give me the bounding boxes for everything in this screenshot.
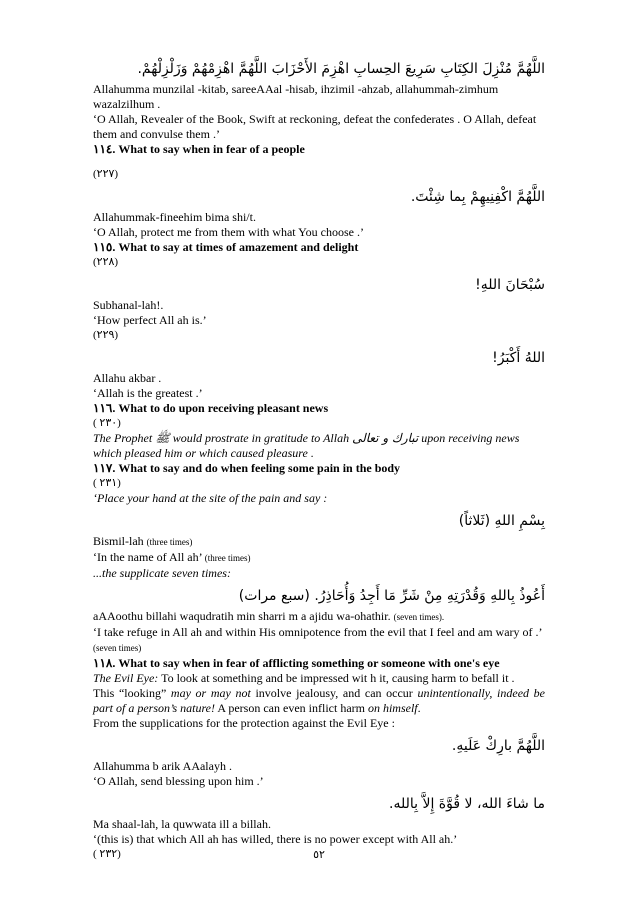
narration-part: upon receiving news which pleased him or which caused pleasure . bbox=[93, 431, 520, 460]
dua-transliteration: Allahu akbar . bbox=[93, 371, 162, 385]
section-heading: ١١٨. What to say when in fear of afflicting something or someone with one's eye bbox=[93, 656, 500, 670]
dua-arabic: اللَّهُمَّ اكْفِنِيهِمْ بِما شِئْتَ. bbox=[410, 189, 545, 205]
reference-number: (٢٢٨) bbox=[93, 256, 119, 268]
document-page bbox=[93, 58, 545, 862]
transliteration-text: aAAoothu billahi waqudratih min sharri m a ajidu wa-ohathir. bbox=[93, 609, 391, 623]
explanation-part: involve jealousy, and can occur bbox=[250, 686, 418, 700]
section-heading: ١١٤. What to say when in fear of a people bbox=[93, 142, 305, 156]
narration-text bbox=[93, 431, 545, 461]
dua-transliteration bbox=[93, 534, 545, 550]
repeat-note: (seven times) bbox=[93, 643, 142, 653]
definition-text bbox=[93, 671, 545, 686]
repeat-note: (three times) bbox=[146, 537, 193, 547]
translation-text: ‘I take refuge in All ah and within His omnipotence from the evil that I feel and am wary of .’ bbox=[93, 625, 542, 639]
arabic-inline: تبارك و تعالى bbox=[352, 431, 419, 445]
dua-translation: ‘O Allah, protect me from them with what You choose .’ bbox=[93, 225, 364, 239]
explanation-text bbox=[93, 686, 545, 716]
explanation-part: on himself bbox=[367, 701, 418, 715]
explanation-part: A person can even inflict harm bbox=[215, 701, 368, 715]
repeat-note: (three times) bbox=[204, 553, 251, 563]
dua-translation: ‘Allah is the greatest .’ bbox=[93, 386, 203, 400]
term-label: The Evil Eye: bbox=[93, 671, 159, 685]
section-heading: ١١٥. What to say at times of amazement and delight bbox=[93, 240, 359, 254]
translation-text: ‘In the name of All ah’ bbox=[93, 550, 202, 564]
dua-arabic: أَعُوذُ بِاللهِ وَقُدْرَتِهِ مِنْ شَرِّ مَا أَجِدُ وَأُحَاذِرُ. (سبع مرات) bbox=[238, 588, 545, 604]
dua-transliteration: Ma shaal-lah, la quwwata ill a billah. bbox=[93, 817, 271, 831]
reference-number: ( ٢٣٠) bbox=[93, 417, 121, 429]
dua-transliteration: Allahumma b arik AAalayh . bbox=[93, 759, 232, 773]
dua-transliteration: Allahummak-fineehim bima shi/t. bbox=[93, 210, 256, 224]
section-heading: ١١٧. What to say and do when feeling some pain in the body bbox=[93, 461, 401, 475]
dua-translation: ‘O Allah, Revealer of the Book, Swift at reckoning, defeat the confederates . O Allah, defeat them and convulse them .’ bbox=[93, 112, 537, 141]
reference-number: (٢٢٩) bbox=[93, 329, 119, 341]
supplication-intro: From the supplications for the protection against the Evil Eye : bbox=[93, 716, 395, 730]
dua-transliteration: Subhanal-lah!. bbox=[93, 298, 164, 312]
instruction-text: ...the supplicate seven times: bbox=[93, 566, 231, 580]
reference-number: ( ٢٣٢) bbox=[93, 848, 121, 860]
dua-translation: ‘(this is) that which All ah has willed, there is no power except with All ah.’ bbox=[93, 832, 458, 846]
narration-part: The Prophet ﷺ would prostrate in gratitude to Allah bbox=[93, 431, 350, 445]
explanation-part: unintentionally, indeed be part of a person’s nature! bbox=[93, 686, 546, 715]
explanation-part: . bbox=[417, 701, 421, 715]
section-heading: ١١٦. What to do upon receiving pleasant news bbox=[93, 401, 329, 415]
dua-arabic: اللهُ أَكْبَرُ! bbox=[492, 350, 545, 366]
dua-transliteration: Allahumma munzilal -kitab, sareeAAal -hisab, ihzimil -ahzab, allahummah-zimhum wazalzilhum . bbox=[93, 82, 499, 111]
transliteration-text: Bismil-lah bbox=[93, 534, 144, 548]
dua-arabic: ما شاءَ الله، لا قُوَّةَ إِلاَّ بِالله. bbox=[389, 796, 545, 812]
dua-arabic: بِسْمِ اللهِ (ثَلاثاً) bbox=[458, 513, 545, 529]
dua-translation bbox=[93, 625, 545, 656]
repeat-note: (seven times). bbox=[393, 612, 445, 622]
dua-arabic: اللَّهُمَّ مُنْزِلَ الكِتَابِ سَرِيعَ الحِسابِ اهْزِمَ الأَحْزَابَ اللَّهُمَّ اهْزِمْهُمْ وَزَلْزِلْهُمْ. bbox=[137, 61, 545, 77]
definition-body: To look at something and be impressed wit h it, causing harm to befall it . bbox=[158, 671, 515, 685]
dua-arabic: سُبْحَانَ اللهِ! bbox=[475, 277, 545, 293]
instruction-text: ‘Place your hand at the site of the pain and say : bbox=[93, 491, 328, 505]
page-number: ٥٢ bbox=[313, 848, 325, 861]
explanation-part: may or may not bbox=[170, 686, 251, 700]
dua-transliteration bbox=[93, 609, 545, 625]
reference-number: ( ٢٣١) bbox=[93, 477, 121, 489]
dua-translation: ‘O Allah, send blessing upon him .’ bbox=[93, 774, 264, 788]
explanation-part: This “looking” bbox=[93, 686, 171, 700]
dua-translation: ‘How perfect All ah is.’ bbox=[93, 313, 207, 327]
reference-number: (٢٢٧) bbox=[93, 168, 119, 180]
dua-translation bbox=[93, 550, 545, 566]
dua-arabic: اللَّهُمَّ بارِكْ عَلَيهِ. bbox=[451, 738, 545, 754]
